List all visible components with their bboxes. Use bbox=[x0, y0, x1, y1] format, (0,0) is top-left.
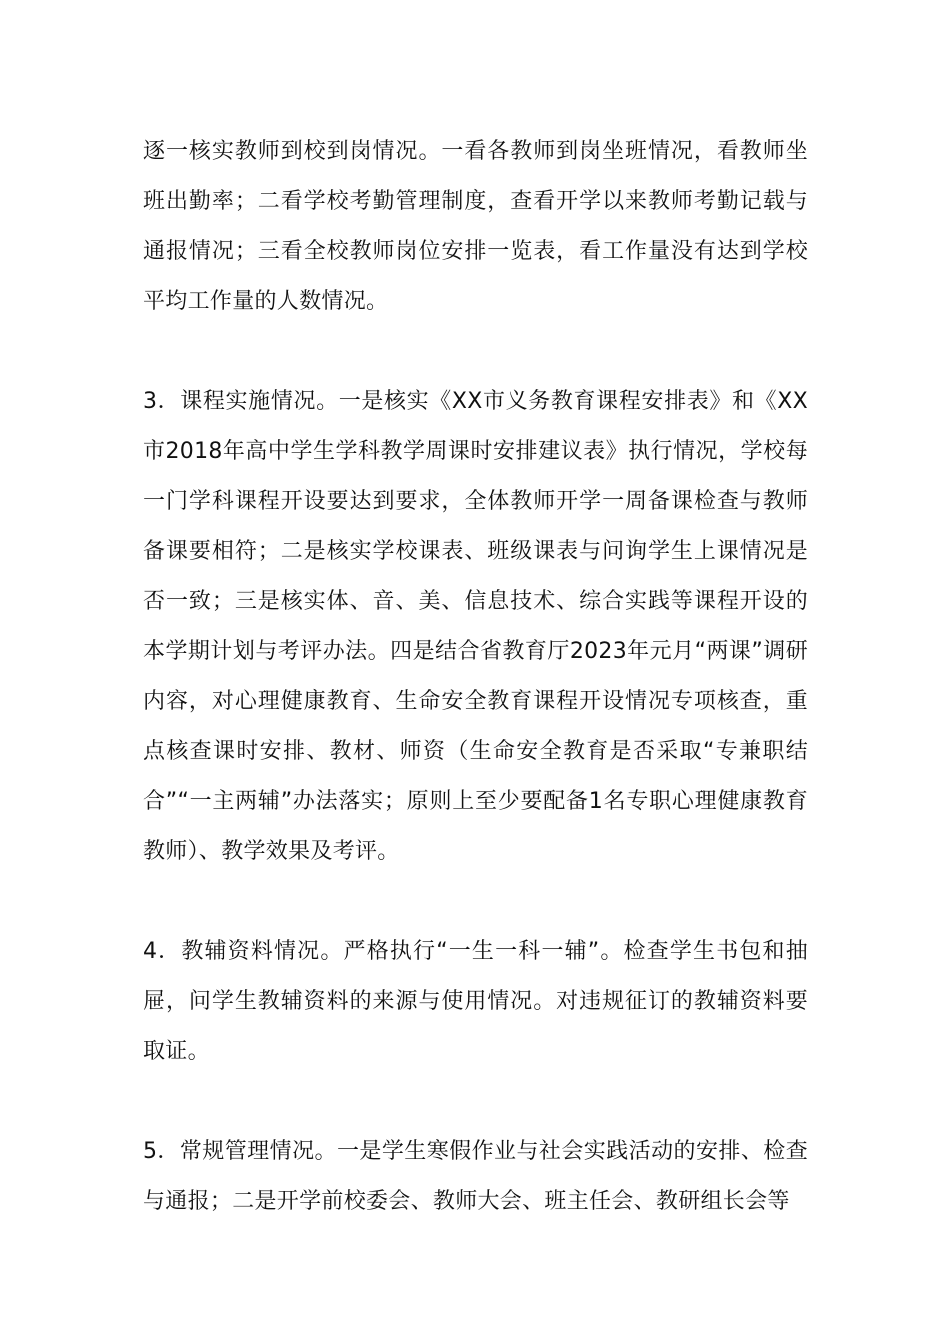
paragraph-course-implementation: 3．课程实施情况。一是核实《XX市义务教育课程安排表》和《XX市2018年高中学生学科教学周课时安排建议表》执行情况，学校每一门学科课程开设要达到要求，全体教师开学一周备课检查与教师备课要相符；二是核实学校课表、班级课表与问询学生上课情况是否一致；三是核实体、音、美、信息技术、综合实践等课程开设的本学期计划与考评办法。四是结合省教育厅2023年元月“两课”调研内容，对心理健康教育、生命安全教育课程开设情况专项核查，重点核查课时安排、教材、师资（生命安全教育是否采取“专兼职结合”“一主两辅”办法落实；原则上至少要配备1名专职心理健康教育教师）、教学效果及考评。 bbox=[143, 389, 808, 864]
paragraph-teaching-materials: 4．教辅资料情况。严格执行“一生一科一辅”。检查学生书包和抽屉，问学生教辅资料的来源与使用情况。对违规征订的教辅资料要取证。 bbox=[143, 939, 808, 1064]
paragraph-teacher-attendance: 逐一核实教师到校到岗情况。一看各教师到岗坐班情况，看教师坐班出勤率；二看学校考勤管理制度，查看开学以来教师考勤记载与通报情况；三看全校教师岗位安排一览表，看工作量没有达到学校平均工作量的人数情况。 bbox=[143, 139, 808, 314]
paragraph-routine-management: 5．常规管理情况。一是学生寒假作业与社会实践活动的安排、检查与通报；二是开学前校委会、教师大会、班主任会、教研组长会等 bbox=[143, 1139, 808, 1214]
paragraph-spacer bbox=[143, 1077, 808, 1127]
paragraph-spacer bbox=[143, 327, 808, 377]
document-body bbox=[143, 127, 808, 1227]
paragraph-spacer bbox=[143, 877, 808, 927]
